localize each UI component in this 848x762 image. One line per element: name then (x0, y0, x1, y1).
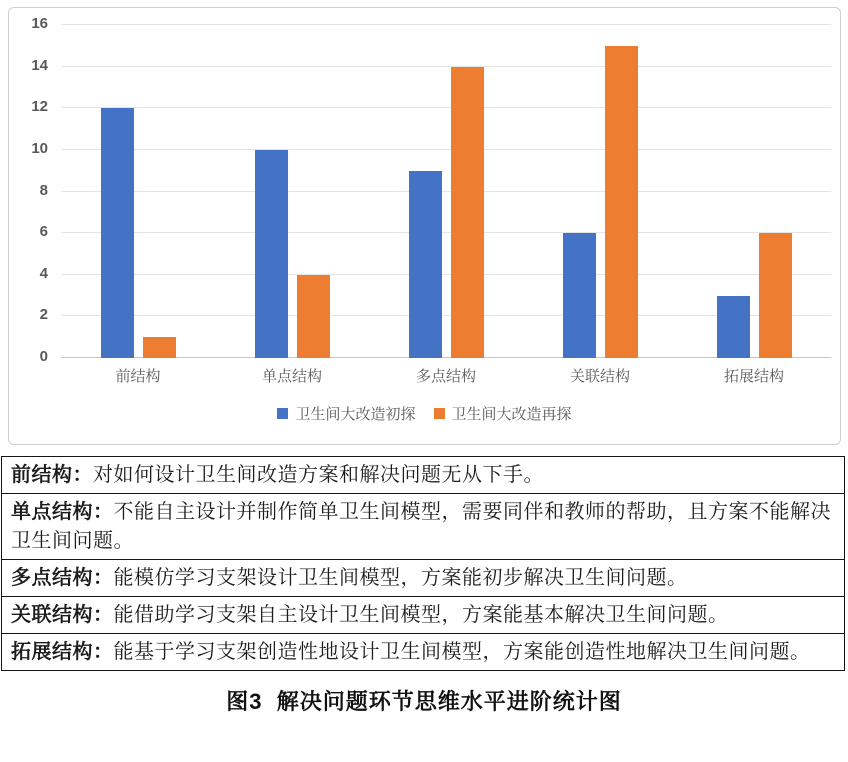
legend-item (434, 403, 572, 424)
bar-series-1 (563, 233, 596, 358)
bar-series-1 (255, 150, 288, 358)
chart-container (8, 7, 841, 445)
row-term: 关联结构： (11, 602, 114, 626)
category-label: 单点结构 (261, 368, 322, 385)
y-axis-tick-label: 16 (31, 15, 48, 32)
table-cell: 拓展结构：能基于学习支架创造性地设计卫生间模型，方案能创造性地解决卫生间问题。 (2, 634, 845, 671)
table-row (2, 597, 845, 634)
bar-series-2 (297, 275, 330, 358)
y-axis-tick-label: 6 (39, 223, 48, 241)
legend-label: 卫生间大改造再探 (451, 406, 572, 423)
category-label: 前结构 (115, 368, 161, 385)
table-row (2, 634, 845, 671)
table-cell: 关联结构：能借助学习支架自主设计卫生间模型，方案能基本解决卫生间问题。 (2, 597, 845, 634)
y-axis-tick-label: 8 (39, 181, 48, 199)
bar-series-1 (101, 108, 134, 358)
row-term: 多点结构： (11, 565, 114, 589)
rubric-table-body (2, 457, 845, 671)
bar-series-2 (451, 67, 484, 358)
y-axis-tick-label: 4 (39, 264, 48, 282)
row-term: 拓展结构： (11, 639, 114, 663)
legend-swatch-icon (277, 408, 288, 419)
chart-legend (9, 403, 840, 424)
table-row (2, 560, 845, 597)
bar-series-2 (759, 233, 792, 358)
figure-caption: 图3 解决问题环节思维水平进阶统计图 (226, 689, 622, 714)
category-label: 关联结构 (569, 368, 630, 385)
table-cell: 前结构：对如何设计卫生间改造方案和解决问题无从下手。 (2, 457, 845, 494)
category-label: 拓展结构 (723, 368, 784, 385)
y-axis-tick-label: 0 (39, 348, 48, 365)
category-label: 多点结构 (415, 368, 476, 385)
plot-area (31, 15, 831, 365)
rubric-table (1, 456, 845, 671)
y-axis-tick-label: 12 (31, 98, 48, 116)
legend-swatch-icon (434, 408, 445, 419)
bar-group (215, 25, 369, 358)
bar-series-1 (717, 296, 750, 358)
bar-group (523, 25, 677, 358)
table-cell: 多点结构：能模仿学习支架设计卫生间模型，方案能初步解决卫生间问题。 (2, 560, 845, 597)
y-axis-tick-label: 2 (39, 306, 48, 324)
bar-series-2 (143, 337, 176, 358)
bar-group (369, 25, 523, 358)
y-axis-tick-label: 10 (31, 139, 48, 157)
bar-series-1 (409, 171, 442, 358)
bar-group (677, 25, 831, 358)
table-row (2, 457, 845, 494)
legend-item (277, 403, 415, 424)
bar-series-2 (605, 46, 638, 358)
bar-groups (61, 25, 831, 358)
row-term: 单点结构： (11, 499, 114, 523)
bar-group (61, 25, 215, 358)
table-cell: 单点结构：不能自主设计并制作简单卫生间模型，需要同伴和教师的帮助，且方案不能解决卫生间问题。 (2, 494, 845, 560)
legend-label: 卫生间大改造初探 (295, 406, 416, 423)
row-term: 前结构： (11, 462, 93, 486)
y-axis-tick-label: 14 (31, 56, 48, 74)
x-axis-labels (61, 365, 831, 386)
table-row (2, 494, 845, 560)
